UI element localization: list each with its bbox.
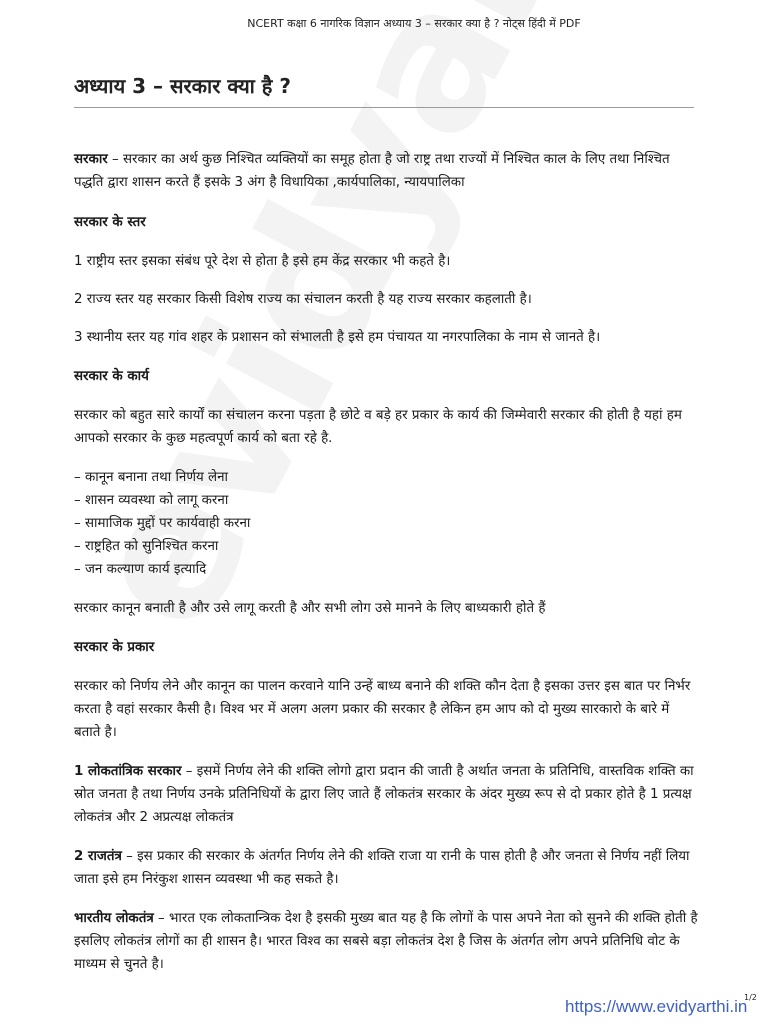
page-title: अध्याय 3 – सरकार क्या है ? [74,74,291,98]
list-item: – शासन व्यवस्था को लागू करना [74,493,229,508]
level-item-2: 2 राज्य स्तर यह सरकार किसी विशेष राज्य का संचालन करती है यह राज्य सरकार कहलाती है। [74,292,532,307]
indian-democracy-term: भारतीय लोकतंत्र [74,911,154,926]
monarchy-text: – इस प्रकार की सरकार के अंतर्गत निर्णय लेने की शक्ति राजा या रानी के पास होती है और जनता से निर्णय नहीं लिया जाता इसे हम निरंकुश शासन व्यवस्था भी कह सकते है। [74,849,690,887]
intro-paragraph [74,148,698,194]
document-header: NCERT कक्षा 6 नागरिक विज्ञान अध्याय 3 – सरकार क्या है ? नोट्स हिंदी में PDF [247,17,581,30]
indian-democracy-text: – भारत एक लोकतान्त्रिक देश है इसकी मुख्य बात यह है कि लोगों के पास अपने नेता को सुनने की शक्ति होती है इसलिए लोकतंत्र लोगों का ही शासन है। भारत विश्व का सबसे बड़ा लोकतंत्र देश है जिस के अंतर्गत लोग अपने प्रतिनिधि वोट के माध्यम से चुनते है। [74,911,698,972]
list-item: – कानून बनाना तथा निर्णय लेना [74,470,229,485]
list-item: – जन कल्याण कार्य इत्यादि [74,562,207,577]
monarchy-paragraph [74,845,698,891]
page-number: 1/2 [744,993,757,1002]
title-divider [74,107,694,108]
levels-heading: सरकार के स्तर [74,215,146,230]
works-outro: सरकार कानून बनाती है और उसे लागू करती है और सभी लोग उसे मानने के लिए बाध्यकारी होते हैं [74,601,546,616]
list-item: – सामाजिक मुद्दों पर कार्यवाही करना [74,516,251,531]
democracy-paragraph [74,760,698,829]
indian-democracy-paragraph [74,907,698,976]
works-list [74,466,698,581]
types-heading: सरकार के प्रकार [74,640,155,655]
level-item-3: 3 स्थानीय स्तर यह गांव शहर के प्रशासन को संभालती है इसे हम पंचायत या नगरपालिका के नाम से जानते है। [74,330,601,345]
democracy-text: – इसमें निर्णय लेने की शक्ति लोगो द्वारा प्रदान की जाती है अर्थात जनता के प्रतिनिधि, वास्तविक शक्ति का स्रोत जनता है तथा निर्णय उनके प्रतिनिधियों के द्वारा लिए जाते हैं लोकतंत्र सरकार के अंदर मुख्य रूप से दो प्रकार होते है 1 प्रत्यक्ष लोकतंत्र और 2 अप्रत्यक्ष लोकतंत्र [74,764,694,825]
democracy-term: 1 लोकतांत्रिक सरकार [74,764,182,779]
types-intro: सरकार को निर्णय लेने और कानून का पालन करवाने यानि उन्हें बाध्य बनाने की शक्ति कौन देता है इसका उत्तर इस बात पर निर्भर करता है वहां सरकार कैसी है। विश्व भर में अलग अलग प्रकार की सरकार है लेकिन हम आप को दो मुख्य सारकारो के बारे में बताते है। [74,679,691,740]
monarchy-term: 2 राजतंत्र [74,849,122,864]
intro-term: सरकार [74,152,108,167]
document-body [74,148,698,976]
level-item-1: 1 राष्ट्रीय स्तर इसका संबंध पूरे देश से होता है इसे हम केंद्र सरकार भी कहते है। [74,254,451,269]
works-intro: सरकार को बहुत सारे कार्यों का संचालन करना पड़ता है छोटे व बड़े हर प्रकार के कार्य की जिम्मेवारी सरकार की होती है यहां हम आपको सरकार के कुछ महत्वपूर्ण कार्य को बता रहे है. [74,408,682,446]
intro-text: – सरकार का अर्थ कुछ निश्चित व्यक्तियों का समूह होता है जो राष्ट्र तथा राज्यों में निश्चित काल के लिए तथा निश्चित पद्धति द्वारा शासन करते हैं इसके 3 अंग है विधायिका ,कार्यपालिका, न्यायपालिका [74,152,670,190]
works-heading: सरकार के कार्य [74,369,149,384]
footer-url-link[interactable]: https://www.evidyarthi.in [565,997,748,1016]
list-item: – राष्ट्रहित को सुनिश्चित करना [74,539,219,554]
